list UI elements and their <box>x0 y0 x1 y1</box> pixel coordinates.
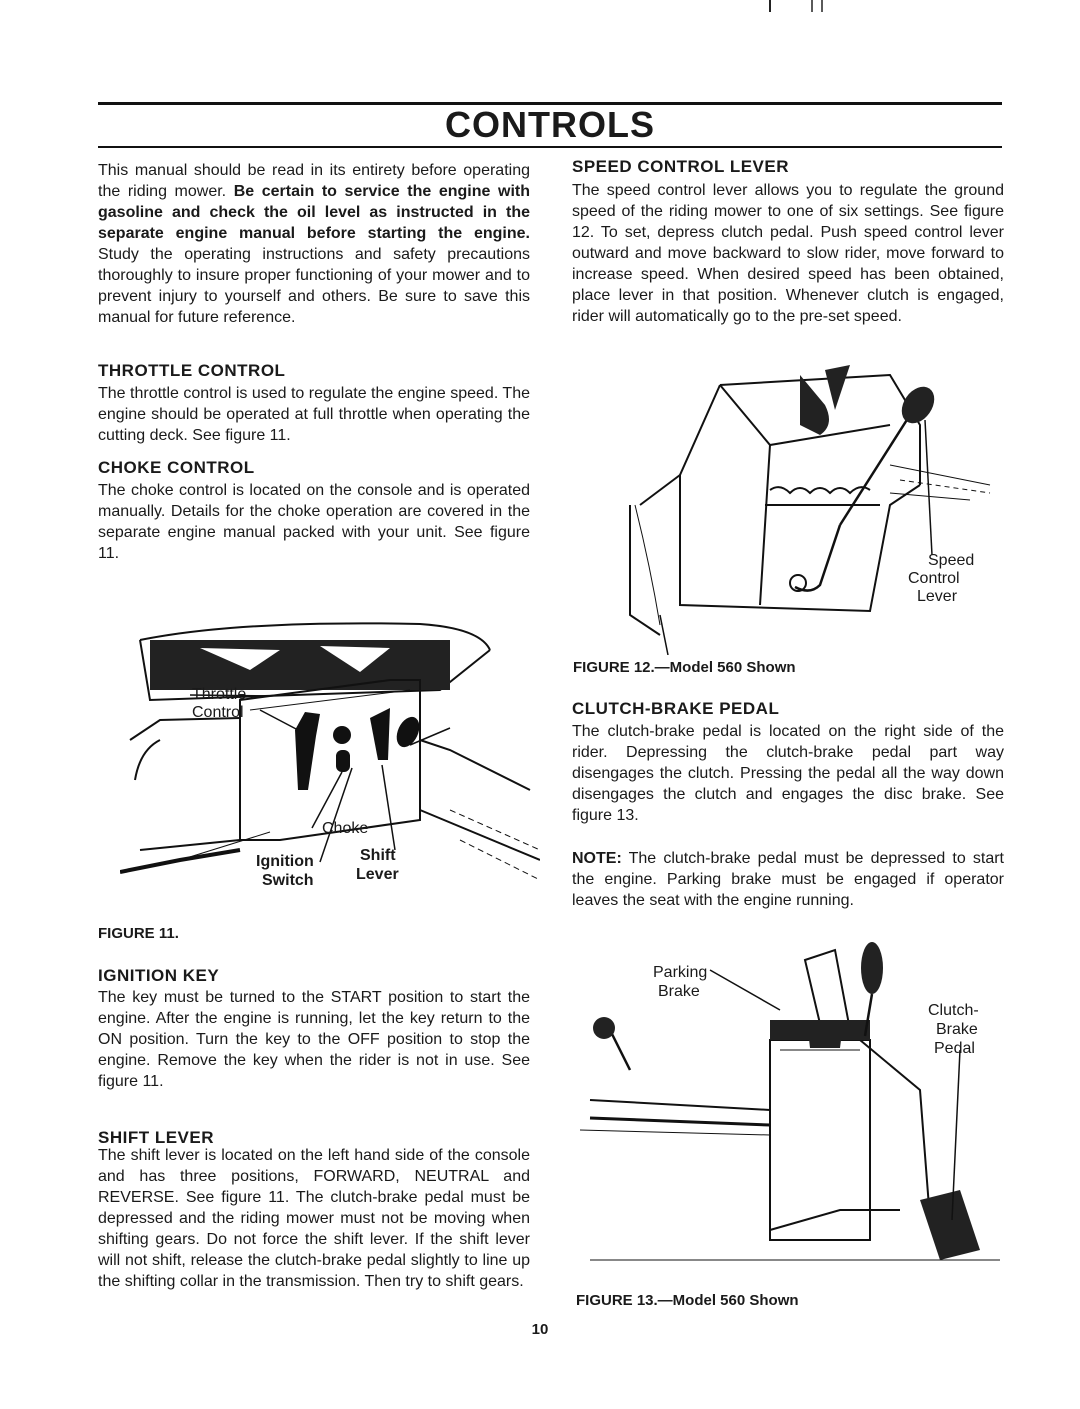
fig11-label-choke: Choke <box>322 820 369 837</box>
clutch-text: The clutch-brake pedal is located on the right side of the rider. Depressing the clutch-brake pedal part way disengages the clutch. Pressing the pedal all the way down disengages the clutch and engages the disc brake. See figure 13. <box>572 723 1004 824</box>
speed-heading: SPEED CONTROL LEVER <box>572 157 789 176</box>
fig11-label-ignition: Ignition <box>256 853 314 870</box>
note-text: The clutch-brake pedal must be depressed to start the engine. Parking brake must be engaged if operator leaves the seat with the engine running. <box>572 850 1005 909</box>
shift-text: The shift lever is located on the left hand side of the console and has three positions, FORWARD, NEUTRAL and REVERSE. See figure 11. The clutch-brake pedal must be depressed and the riding mower must not be moving when shifting gears. Do not force the shift lever. If the shift lever will not shift, release the clutch-brake pedal slightly to line up the shifting collar in the transmission. Then try to shift gears. <box>98 1147 530 1290</box>
intro-text-end: Study the operating instructions and safety precautions thoroughly to insure proper functioning of your mower and to prevent injury to yourself and others. Be sure to save this manual for future reference. <box>98 246 530 326</box>
fig12-label-lever: Lever <box>917 588 958 605</box>
throttle-heading: THROTTLE CONTROL <box>98 361 286 380</box>
intro-text-start: This manual should be read in its entirety before operating the riding mower. <box>98 162 530 200</box>
figure-12-illustration <box>620 365 1000 655</box>
fig11-label-control: Control <box>192 704 244 721</box>
fig13-label-brake: Brake <box>658 983 700 1000</box>
figure-13-illustration <box>580 940 1010 1280</box>
fig11-label-switch: Switch <box>262 872 314 889</box>
choke-text: The choke control is located on the console and is operated manually. Details for the choke operation are covered in the separate engine manual packed with your unit. See figure 11. <box>98 482 530 562</box>
figure-13-caption: FIGURE 13.—Model 560 Shown <box>576 1292 799 1309</box>
fig12-label-speed: Speed <box>928 552 975 569</box>
intro-text-bold: Be certain to service the engine with gasoline and check the oil level as instructed in the separate engine manual before starting the engine. <box>98 183 530 242</box>
note-paragraph <box>572 848 1004 911</box>
fig11-label-throttle: Throttle <box>192 686 247 703</box>
shift-heading: SHIFT LEVER <box>98 1128 215 1147</box>
scan-marks <box>0 0 1080 20</box>
clutch-heading: CLUTCH-BRAKE PEDAL <box>572 699 780 718</box>
fig13-label-parking: Parking <box>653 964 708 981</box>
fig13-label-pedal: Pedal <box>934 1040 975 1057</box>
ignition-text: The key must be turned to the START position to start the engine. After the engine is running, let the key return to the ON position. Turn the key to the OFF position to stop the engine. Remove the key when the rider is not in use. See figure 11. <box>98 989 530 1090</box>
choke-heading: CHOKE CONTROL <box>98 458 255 477</box>
fig12-label-control: Control <box>908 570 960 587</box>
figure-11-caption: FIGURE 11. <box>98 925 179 942</box>
figure-11-illustration <box>120 610 540 910</box>
intro-paragraph <box>98 160 530 328</box>
speed-text: The speed control lever allows you to regulate the ground speed of the riding mower to one of six settings. See figure 12. To set, depress clutch pedal. Push speed control lever outward and move backward to slow rider, move forward to increase speed. When desired speed has been obtained, place lever in that position. Whenever clutch is engaged, rider will automatically go to the pre-set speed. <box>572 182 1004 325</box>
throttle-text: The throttle control is used to regulate the engine speed. The engine should be operated at full throttle when operating the cutting deck. See figure 11. <box>98 385 530 444</box>
figure-12-caption: FIGURE 12.—Model 560 Shown <box>573 659 796 676</box>
fig11-label-shift: Shift <box>360 847 396 864</box>
fig13-label-clutch: Clutch- <box>928 1002 979 1019</box>
page-number: 10 <box>531 1321 549 1338</box>
fig13-label-brake2: Brake <box>936 1021 978 1038</box>
title-rule-bottom <box>98 146 1002 148</box>
ignition-heading: IGNITION KEY <box>98 966 220 985</box>
page-title: CONTROLS <box>445 104 655 145</box>
note-label: NOTE: <box>572 850 622 867</box>
fig11-label-lever: Lever <box>356 866 399 883</box>
